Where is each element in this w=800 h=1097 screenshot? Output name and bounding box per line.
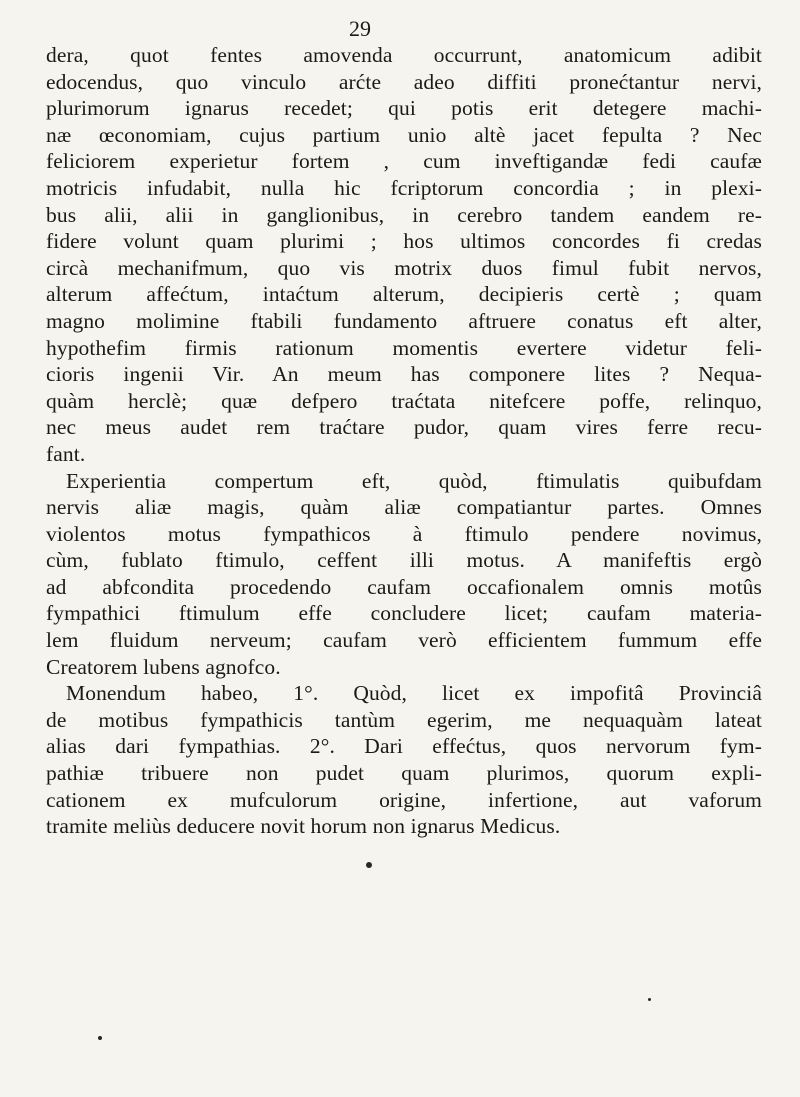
text-line: motricis infudabit, nulla hic fcriptorum concordia ; in plexi- bbox=[46, 175, 762, 200]
text-line: quàm herclè; quæ defpero traćtata nitefcere poffe, relinquo, bbox=[46, 388, 762, 413]
text-line: de motibus fympathicis tantùm egerim, me nequaquàm lateat bbox=[46, 707, 762, 732]
text-line: alias dari fympathias. 2°. Dari effećtus, quos nervorum fym- bbox=[46, 734, 762, 759]
text-line: fympathici ftimulum effe concludere licet; caufam materia- bbox=[46, 601, 762, 626]
text-line: lem fluidum nerveum; caufam verò efficientem fummum effe bbox=[46, 628, 762, 653]
text-line: cioris ingenii Vir. An meum has componere lites ? Nequa- bbox=[46, 362, 762, 387]
text-line: cationem ex mufculorum origine, infertione, aut vaforum bbox=[46, 787, 762, 812]
text-line: hypothefim firmis rationum momentis evertere videtur feli- bbox=[46, 335, 762, 360]
text-line: plurimorum ignarus recedet; qui potis erit detegere machi- bbox=[46, 96, 762, 121]
ink-speck bbox=[366, 862, 372, 868]
text-line: ad abfcondita procedendo caufam occafionalem omnis motûs bbox=[46, 574, 762, 599]
text-line: fant. bbox=[46, 441, 86, 466]
text-line: Creatorem lubens agnofco. bbox=[46, 654, 281, 679]
text-line: dera, quot fentes amovenda occurrunt, anatomicum adibit bbox=[46, 43, 762, 67]
text-line: næ œconomiam, cujus partium unio altè jacet fepulta ? Nec bbox=[46, 122, 762, 147]
text-line: cùm, fublato ftimulo, ceffent illi motus. A manifeftis ergò bbox=[46, 548, 762, 573]
text-line: violentos motus fympathicos à ftimulo pendere novimus, bbox=[46, 521, 762, 546]
text-line: edocendus, quo vinculo arćte adeo diffiti pronećtantur nervi, bbox=[46, 69, 762, 94]
paragraph bbox=[46, 42, 762, 468]
text-line: Monendum habeo, 1°. Quòd, licet ex impofitâ Provinciâ bbox=[66, 681, 762, 706]
text-line: pathiæ tribuere non pudet quam plurimos, quorum expli- bbox=[46, 761, 762, 786]
text-line: fidere volunt quam plurimi ; hos ultimos concordes fi credas bbox=[46, 229, 762, 254]
text-line: bus alii, alii in ganglionibus, in cerebro tandem eandem re- bbox=[46, 202, 762, 227]
ink-speck bbox=[98, 1036, 102, 1040]
text-line: feliciorem experietur fortem , cum inveftigandæ fedi caufæ bbox=[46, 149, 762, 174]
page-number: 29 bbox=[349, 16, 371, 41]
body-text bbox=[46, 42, 762, 840]
text-line: circà mechanifmum, quo vis motrix duos fimul fubit nervos, bbox=[46, 255, 762, 280]
text-line: nervis aliæ magis, quàm aliæ compatiantur partes. Omnes bbox=[46, 495, 762, 520]
paragraph bbox=[46, 468, 762, 681]
text-line: alterum affećtum, intaćtum alterum, decipieris certè ; quam bbox=[46, 282, 762, 307]
text-line: tramite meliùs deducere novit horum non ignarus Medicus. bbox=[46, 814, 561, 839]
text-line: nec meus audet rem traćtare pudor, quam vires ferre recu- bbox=[46, 415, 762, 440]
text-line: magno molimine ftabili fundamento aftruere conatus eft alter, bbox=[46, 308, 762, 333]
ink-speck bbox=[648, 998, 651, 1001]
text-line: Experientia compertum eft, quòd, ftimulatis quibufdam bbox=[66, 468, 762, 493]
paragraph bbox=[46, 680, 762, 840]
